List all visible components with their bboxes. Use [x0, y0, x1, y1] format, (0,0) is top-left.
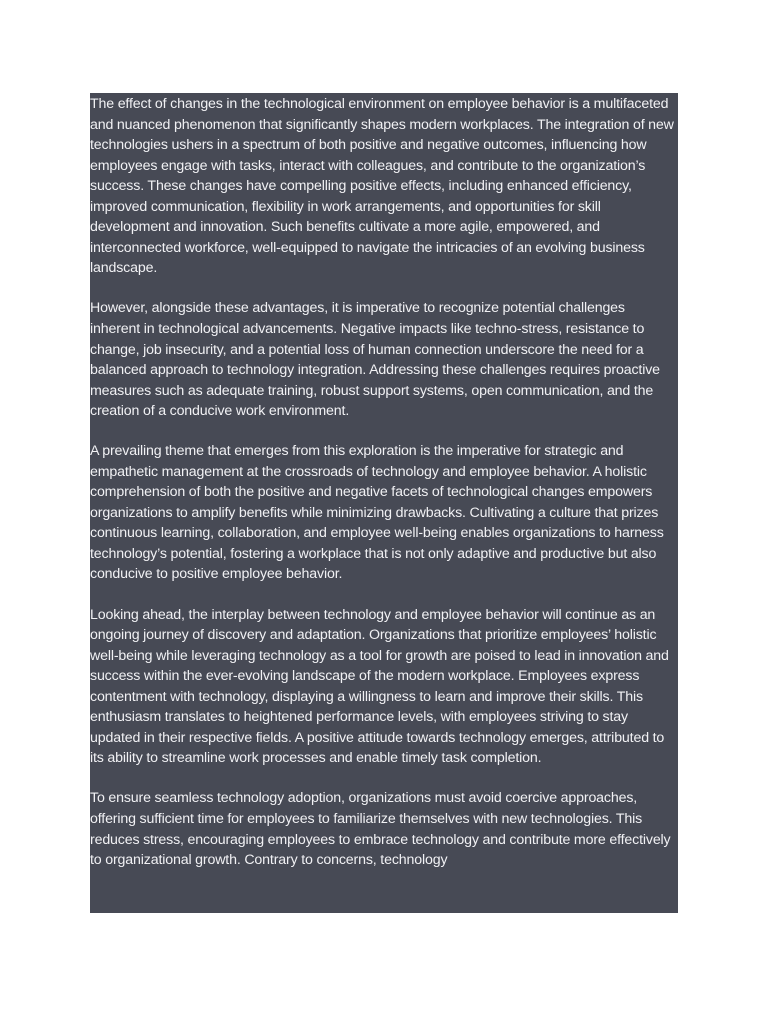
paragraph-5: To ensure seamless technology adoption, organizations must avoid coercive approaches, offering sufficient time for employees to familiarize themselves with new technologies. This reduces stress, encouraging employees to embrace technology and contribute more effectively to organizational growth. Contrary to concerns, technology	[90, 790, 671, 869]
paragraph-1: The effect of changes in the technological environment on employee behavior is a multifaceted and nuanced phenomenon that significantly shapes modern workplaces. The integration of new technologies ushers in a spectrum of both positive and negative outcomes, influencing how employees engage with tasks, interact with colleagues, and contribute to the organization’s success. These changes have compelling positive effects, including enhanced efficiency, improved communication, flexibility in work arrangements, and opportunities for skill development and innovation. Such benefits cultivate a more agile, empowered, and interconnected workforce, well-equipped to navigate the intricacies of an evolving business landscape.	[90, 96, 674, 277]
highlighted-text-block	[90, 93, 678, 913]
paragraph-2: However, alongside these advantages, it is imperative to recognize potential challenges inherent in technological advancements. Negative impacts like techno-stress, resistance to change, job insecurity, and a potential loss of human connection underscore the need for a balanced approach to technology integration. Addressing these challenges requires proactive measures such as adequate training, robust support systems, open communication, and the creation of a conducive work environment.	[90, 300, 660, 420]
paragraph-3: A prevailing theme that emerges from this exploration is the imperative for strategic and empathetic management at the crossroads of technology and employee behavior. A holistic comprehension of both the positive and negative facets of technological changes empowers organizations to amplify benefits while minimizing drawbacks. Cultivating a culture that prizes continuous learning, collaboration, and employee well-being enables organizations to harness technology’s potential, fostering a workplace that is not only adaptive and productive but also conducive to positive employee behavior.	[90, 443, 664, 583]
paragraph-4: Looking ahead, the interplay between technology and employee behavior will continue as an ongoing journey of discovery and adaptation. Organizations that prioritize employees’ holistic well-being while leveraging technology as a tool for growth are poised to lead in innovation and success within the ever-evolving landscape of the modern workplace. Employees express contentment with technology, displaying a willingness to learn and improve their skills. This enthusiasm translates to heightened performance levels, with employees striving to stay updated in their respective fields. A positive attitude towards technology emerges, attributed to its ability to streamline work processes and enable timely task completion.	[90, 606, 669, 767]
